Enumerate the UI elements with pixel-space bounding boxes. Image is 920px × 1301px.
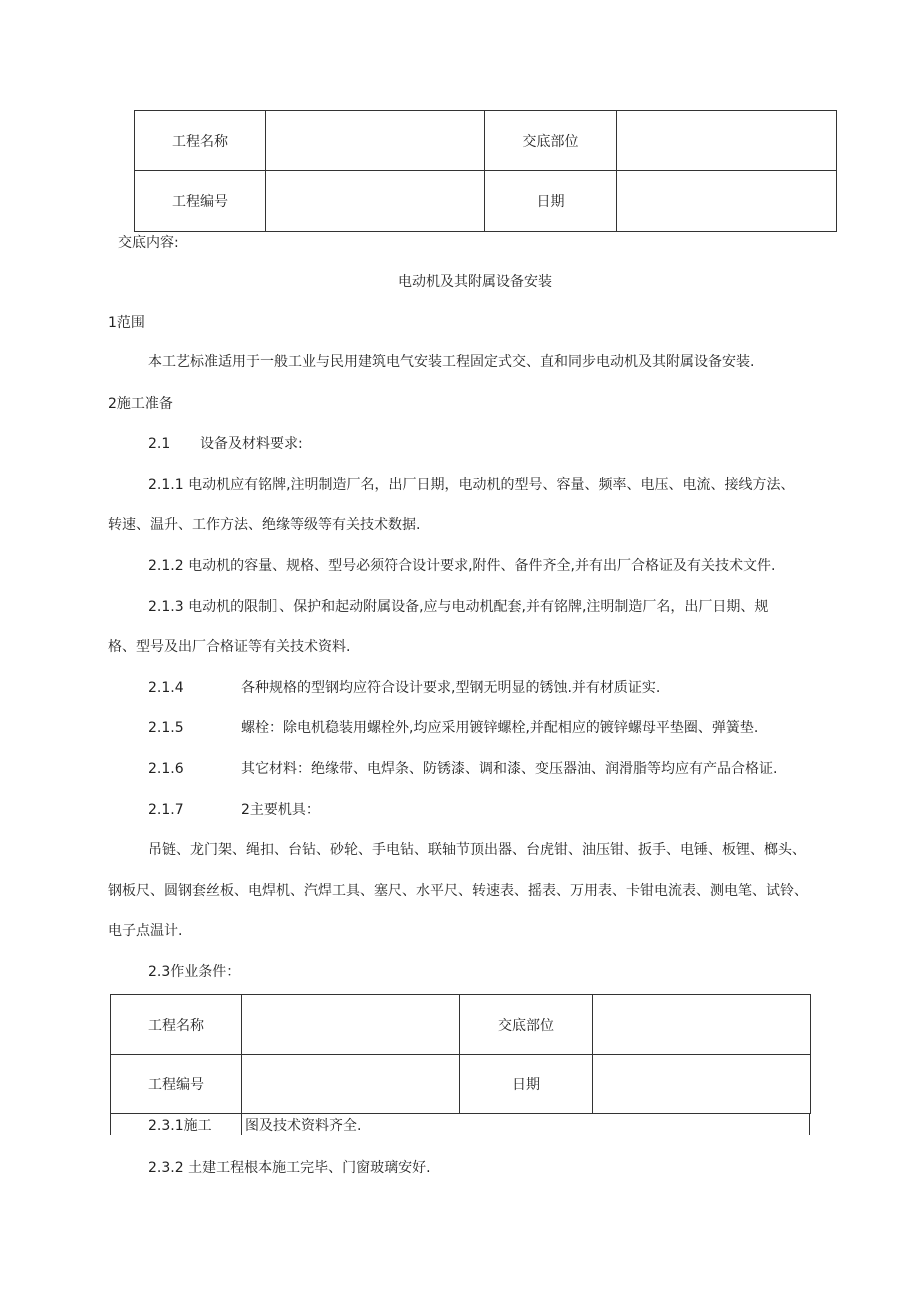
table-border-line	[241, 1113, 242, 1135]
date-value[interactable]	[617, 171, 837, 232]
project-number-label: 工程编号	[135, 171, 266, 232]
clause-number: 2.3.1施工	[148, 1118, 212, 1134]
project-number-label: 工程编号	[111, 1055, 242, 1114]
tools-line-3: 电子点温计.	[108, 923, 183, 939]
clause-2-1-1-line1: 2.1.1 电动机应有铭牌,注明制造厂名，出厂日期，电动机的型号、容量、频率、电压、电流、接线方法、	[148, 477, 795, 493]
clause-number: 2.1.4	[148, 680, 184, 696]
clause-number: 2.1.5	[148, 720, 184, 736]
handover-part-value[interactable]	[617, 111, 837, 171]
date-value[interactable]	[593, 1055, 811, 1114]
project-number-value[interactable]	[266, 171, 485, 232]
clause-number: 2.1.6	[148, 761, 184, 777]
footer-table-row	[111, 995, 811, 1055]
table-border-line	[110, 1113, 111, 1135]
project-name-value[interactable]	[266, 111, 485, 171]
content-label: 交底内容:	[118, 235, 179, 251]
clause-text: 各种规格的型钢均应符合设计要求,型钢无明显的锈蚀.并有材质证实.	[241, 680, 661, 696]
clause-text: 图及技术资料齐全.	[245, 1118, 362, 1134]
header-table-row	[135, 171, 837, 232]
clause-2-1-3-line1: 2.1.3 电动机的限制］、保护和起动附属设备,应与电动机配套,并有铭牌,注明制造厂名，出厂日期、规	[148, 599, 769, 615]
clause-text: 螺栓：除电机稳装用螺栓外,均应采用镀锌螺栓,并配相应的镀锌螺母平垫圈、弹簧垫.	[241, 720, 759, 736]
clause-number: 2.1.7	[148, 802, 184, 818]
date-label: 日期	[485, 171, 617, 232]
section-2-3-heading: 2.3作业条件：	[148, 964, 241, 980]
clause-text: 2主要机具：	[241, 802, 320, 818]
clause-2-1-3-line2: 格、型号及出厂合格证等有关技术资料.	[108, 639, 351, 655]
footer-table-row	[111, 1055, 811, 1114]
section-1-body: 本工艺标准适用于一般工业与民用建筑电气安装工程固定式交、直和同步电动机及其附属设备安装.	[148, 354, 755, 370]
clause-text: 其它材料：绝缘带、电焊条、防锈漆、调和漆、变压器油、润滑脂等均应有产品合格证.	[241, 761, 778, 777]
project-name-label: 工程名称	[135, 111, 266, 171]
tools-line-1: 吊链、龙门架、绳扣、台钻、砂轮、手电钻、联轴节顶出器、台虎钳、油压钳、扳手、电锤、板锂、榔头、	[148, 842, 806, 858]
section-2-heading: 2施工准备	[108, 396, 173, 412]
tools-line-2: 钢板尺、圆钢套丝板、电焊机、汽焊工具、塞尺、水平尺、转速表、摇表、万用表、卡钳电流表、测电笔、试铃、	[108, 883, 808, 899]
handover-part-value[interactable]	[593, 995, 811, 1055]
footer-info-table	[110, 994, 811, 1114]
handover-part-label: 交底部位	[460, 995, 593, 1055]
document-title: 电动机及其附属设备安装	[398, 274, 552, 290]
project-name-label: 工程名称	[111, 995, 242, 1055]
clause-2-1-2: 2.1.2 电动机的容量、规格、型号必须符合设计要求,附件、备件齐全,并有出厂合格证及有关技术文件.	[148, 558, 776, 574]
section-1-heading: 1范围	[108, 315, 145, 331]
table-border-line	[809, 1113, 810, 1135]
header-table-row	[135, 111, 837, 171]
clause-2-1-1-line2: 转速、温升、工作方法、绝缘等级等有关技术数据.	[108, 517, 421, 533]
header-info-table	[134, 110, 837, 232]
clause-2-3-2: 2.3.2 土建工程根本施工完毕、门窗玻璃安好.	[148, 1160, 431, 1176]
date-label: 日期	[460, 1055, 593, 1114]
clause-text: 设备及材料要求:	[200, 436, 303, 452]
clause-number: 2.1	[148, 436, 171, 452]
project-name-value[interactable]	[242, 995, 460, 1055]
handover-part-label: 交底部位	[485, 111, 617, 171]
project-number-value[interactable]	[242, 1055, 460, 1114]
